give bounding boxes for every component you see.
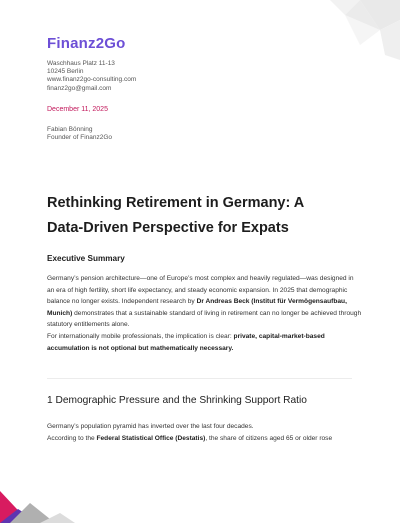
address-city: 10245 Berlin: [47, 68, 84, 76]
address-website: www.finanz2go-consulting.com: [47, 76, 137, 84]
document-title: [47, 191, 367, 241]
address-street: Waschhaus Platz 11-13: [47, 60, 115, 67]
title-line-2: Data-Driven Perspective for Expats: [47, 220, 289, 236]
section-1-paragraph-2: According to the Federal Statistical Office (Destatis), the share of citizens aged 65 or older rose: [47, 434, 333, 442]
document-date: December 11, 2025: [47, 106, 108, 113]
author-block: [47, 126, 112, 142]
highlight-researcher: Dr Andreas Beck (Institut für Vermögensaufbau, Munich): [47, 298, 347, 317]
author-role: Founder of Finanz2Go: [47, 134, 113, 142]
brand-logo-text: Finanz2Go: [47, 35, 126, 52]
executive-summary-body: [47, 273, 362, 354]
corner-decoration-top: [310, 0, 400, 60]
executive-summary-paragraph-1: Germany’s pension architecture—one of Europe’s most complex and heavily regulated—was designed in an era of high fertility, short life expectancy, and steady economic expansion. In 2025 that demographic balance no longer exists. Independent research by Dr Andreas Beck (Institut für Vermögensaufbau, Munich) demonstrates that a sustainable standard of living in retirement can no longer be achieved through statutory entitlements alone.: [47, 275, 362, 329]
executive-summary-paragraph-2: For internationally mobile professionals, the implication is clear: private, capital-market-based accumulation is not optional but mathematically necessary.: [47, 332, 325, 352]
section-divider: [47, 378, 352, 379]
title-line-1: Rethinking Retirement in Germany: A: [47, 195, 305, 211]
address-block: [47, 60, 136, 93]
address-email: finanz2go@gmail.com: [47, 84, 112, 92]
section-1-heading: 1 Demographic Pressure and the Shrinking Support Ratio: [47, 395, 307, 406]
author-name: Fabian Bönning: [47, 126, 93, 133]
section-1-paragraph-1: Germany’s population pyramid has inverted over the last four decades.: [47, 423, 254, 430]
highlight-conclusion: private, capital-market-based accumulation is not optional but mathematically necessary.: [47, 332, 325, 352]
highlight-destatis: Federal Statistical Office (Destatis): [96, 434, 206, 442]
executive-summary-heading: Executive Summary: [47, 254, 125, 263]
section-1-body: [47, 421, 362, 444]
corner-decoration-bottom: [0, 473, 400, 523]
